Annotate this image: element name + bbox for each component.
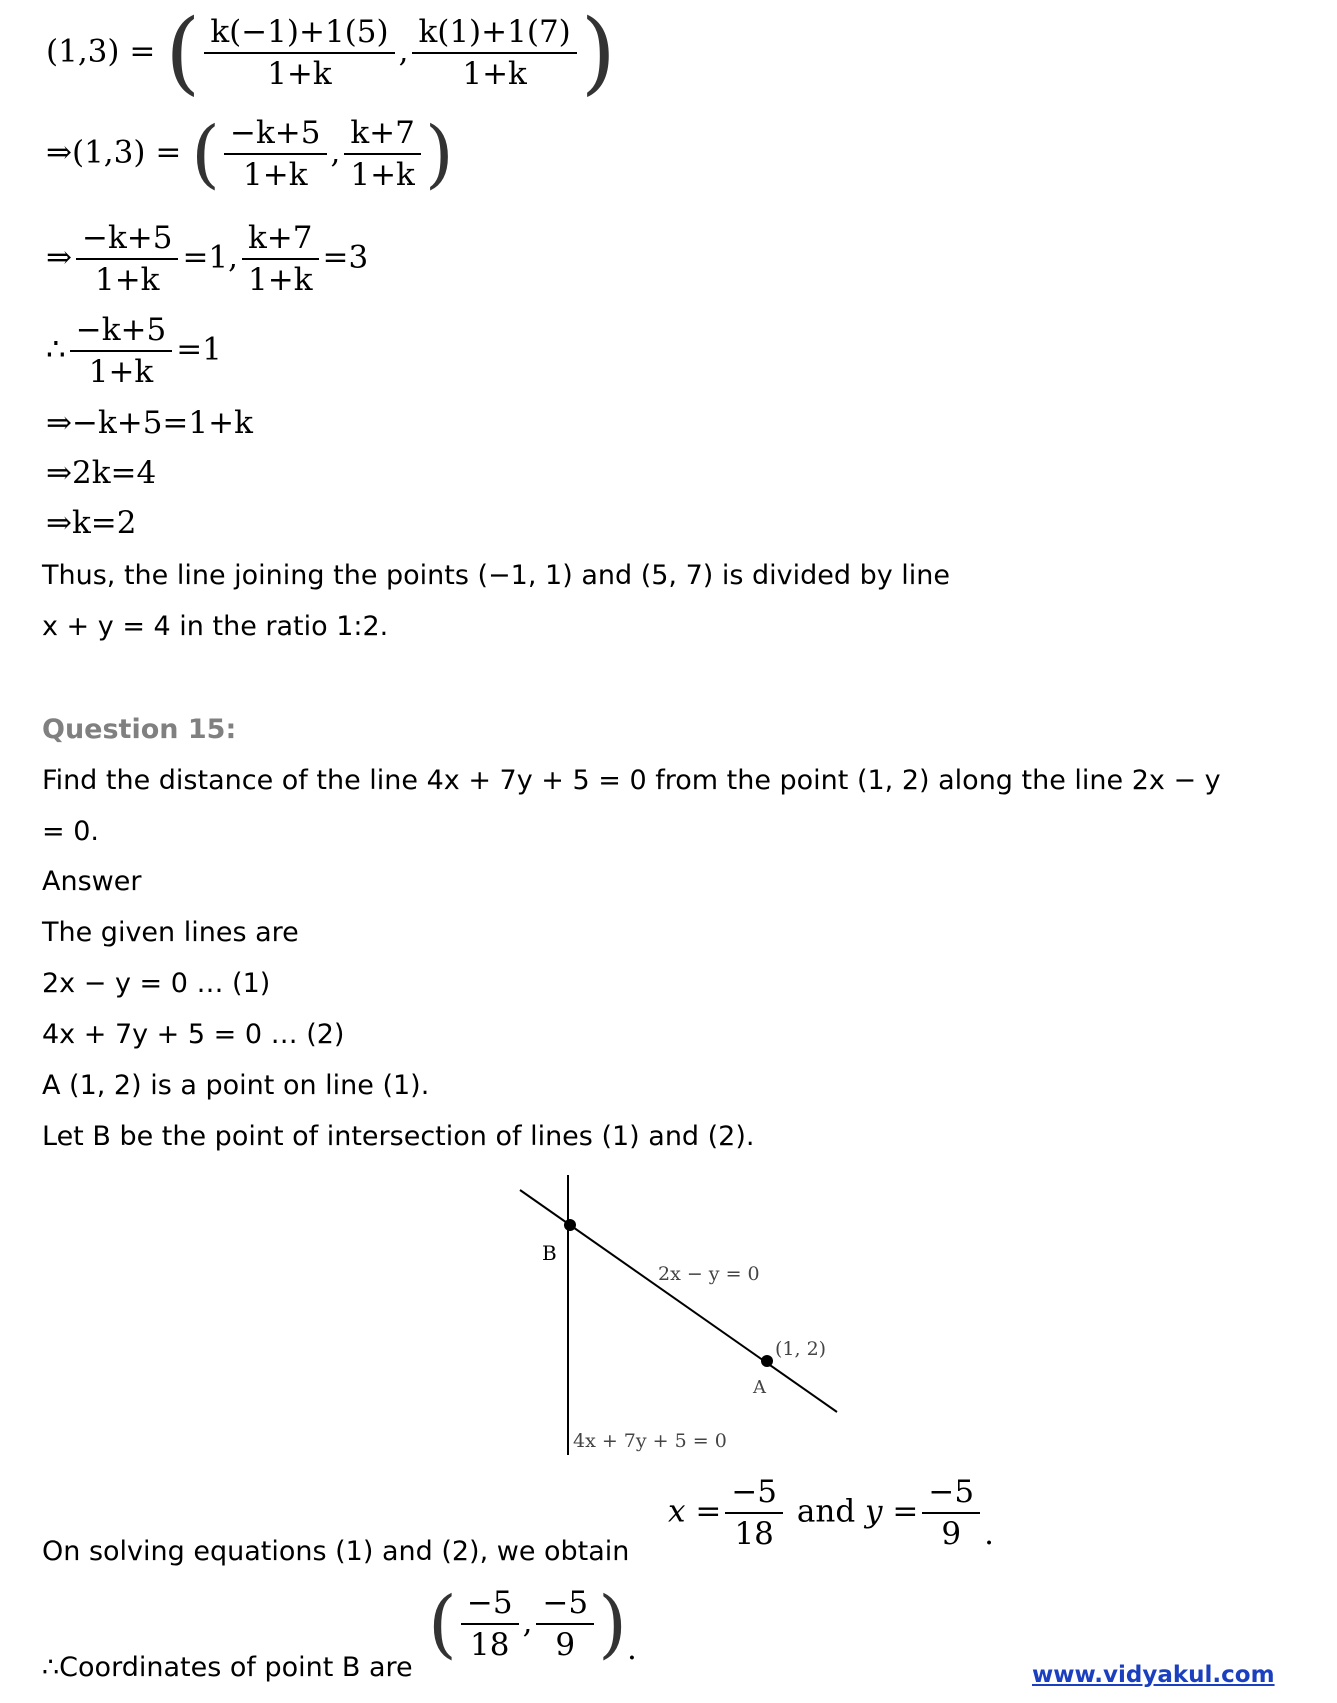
point-B	[564, 1219, 576, 1231]
eq2-frac-x: $\frac{-k+5}{1+k}$	[224, 115, 326, 193]
question-heading: Question 15:	[42, 714, 237, 745]
answer-label: Answer	[42, 866, 142, 897]
coords-values: ( $\frac{-5}{18}$ , $\frac{-5}{9}$ ).	[428, 1581, 637, 1667]
answer-line: A (1, 2) is a point on line (1).	[42, 1070, 430, 1101]
eq1-lhs: (1,3)	[46, 33, 120, 70]
eq1-frac-y: $\frac{k(1)+1(7)}{1+k}$	[412, 14, 576, 92]
eq-line-4: ∴ $\frac{-k+5}{1+k}$ =1	[46, 312, 222, 390]
solve-text: On solving equations (1) and (2), we obtain	[42, 1536, 630, 1567]
conclusion-line-2: x + y = 4 in the ratio 1:2.	[42, 611, 389, 642]
answer-line: 2x − y = 0 … (1)	[42, 968, 271, 999]
label-line-2: 4x + 7y + 5 = 0	[573, 1430, 727, 1452]
label-A: A	[753, 1377, 766, 1398]
x-value-frac: $\frac{-5}{18}$	[725, 1474, 783, 1552]
paren-right: )	[580, 0, 616, 105]
eq4-frac: $\frac{-k+5}{1+k}$	[70, 312, 172, 390]
question-text-line-2: = 0.	[42, 816, 99, 847]
conclusion-line-1: Thus, the line joining the points (−1, 1) and (5, 7) is divided by line	[42, 560, 951, 591]
eq-line-7: ⇒k=2	[46, 505, 137, 541]
eq3-frac-2: $\frac{k+7}{1+k}$	[242, 220, 318, 298]
eq-line-3: ⇒ $\frac{-k+5}{1+k}$ =1, $\frac{k+7}{1+k}$ =3	[46, 220, 369, 298]
eq2-frac-y: $\frac{k+7}{1+k}$	[344, 115, 420, 193]
label-point-A-coords: (1, 2)	[775, 1338, 827, 1360]
coord-x-frac: $\frac{-5}{18}$	[461, 1585, 519, 1663]
eq-line-6: ⇒2k=4	[46, 455, 157, 491]
label-line-1: 2x − y = 0	[658, 1263, 760, 1285]
footer-website-link[interactable]: www.vidyakul.com	[1032, 1662, 1275, 1688]
y-value-frac: $\frac{-5}{9}$	[922, 1474, 980, 1552]
eq-line-1: (1,3) = ( $\frac{k(-1)+1(5)}{1+k}$ , $\frac{k(1)+1(7)}{1+k}$ )	[46, 0, 616, 105]
eq3-frac-1: $\frac{-k+5}{1+k}$	[76, 220, 178, 298]
answer-line: Let B be the point of intersection of lines (1) and (2).	[42, 1121, 755, 1152]
coords-text: ∴Coordinates of point B are	[42, 1652, 413, 1683]
intersection-figure	[500, 1165, 860, 1465]
solve-values: x = $\frac{-5}{18}$ and y = $\frac{-5}{9}$ .	[668, 1474, 994, 1552]
eq2-lhs: ⇒(1,3)	[46, 134, 146, 171]
answer-line: 4x + 7y + 5 = 0 … (2)	[42, 1019, 345, 1050]
label-B: B	[542, 1241, 557, 1265]
eq-line-5: ⇒−k+5=1+k	[46, 405, 253, 441]
coord-y-frac: $\frac{-5}{9}$	[536, 1585, 594, 1663]
question-text-line-1: Find the distance of the line 4x + 7y + 5 = 0 from the point (1, 2) along the line 2x − y	[42, 765, 1221, 796]
point-A	[761, 1355, 773, 1367]
eq1-frac-x: $\frac{k(-1)+1(5)}{1+k}$	[204, 14, 394, 92]
eq-line-2: ⇒(1,3) = ( $\frac{-k+5}{1+k}$ , $\frac{k+7}{1+k}$ )	[46, 111, 454, 197]
paren-left: (	[165, 0, 201, 105]
answer-line: The given lines are	[42, 917, 299, 948]
